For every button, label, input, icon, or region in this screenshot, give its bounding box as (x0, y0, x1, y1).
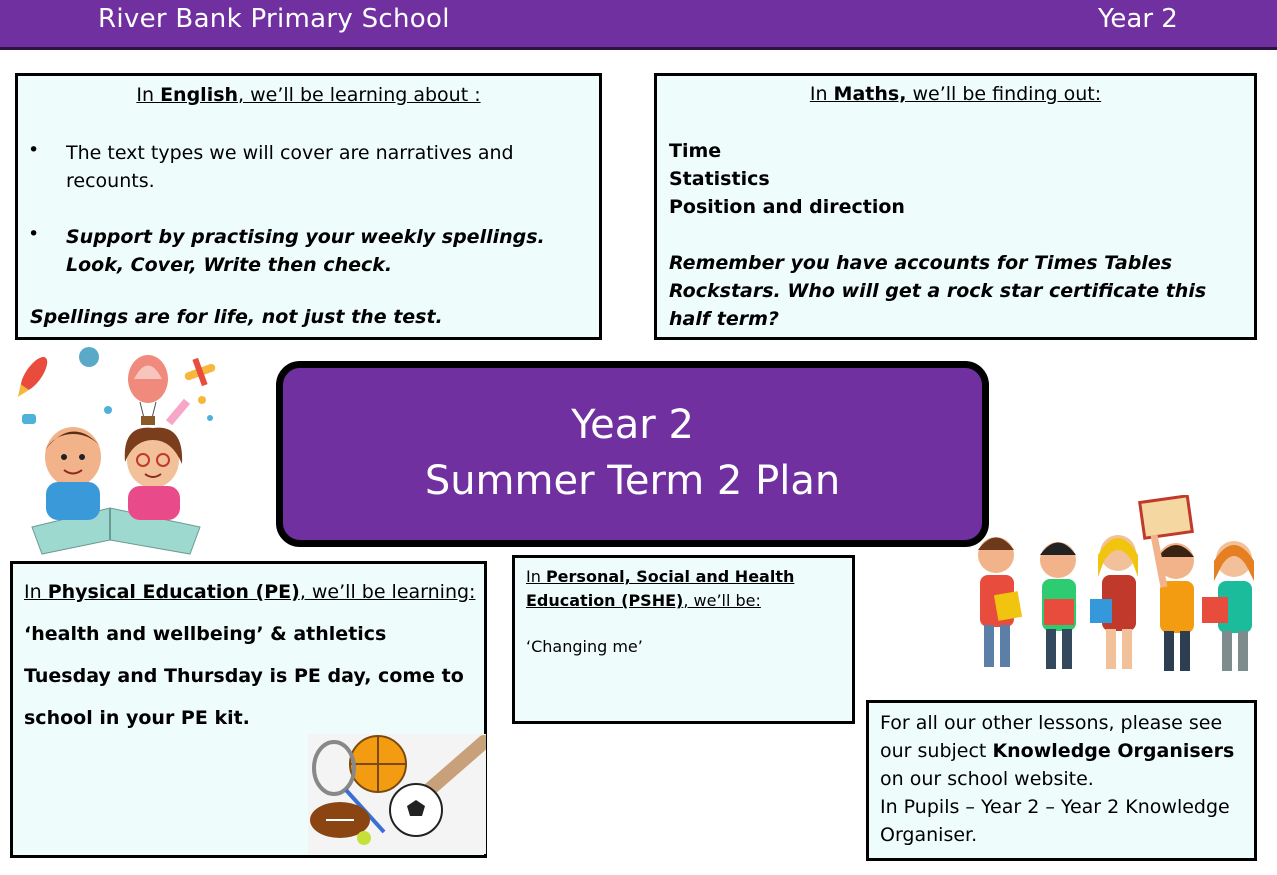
pe-line: school in your PE kit. (24, 707, 250, 729)
children-holding-books-clipart (966, 495, 1266, 680)
maths-topic: Time (669, 140, 722, 162)
term-plan-banner (276, 361, 989, 547)
english-bullet-2: Support by practising your weekly spellings. Look, Cover, Write then check. (66, 226, 545, 276)
pe-heading: In Physical Education (PE), we’ll be learning: (24, 581, 476, 603)
reading-children-clipart (10, 342, 225, 560)
maths-topic: Statistics (669, 168, 770, 190)
other-lessons-text: For all our other lessons, please see our subject Knowledge Organisers on our school website. In Pupils – Year 2 – Year 2 Knowledge Organiser. (880, 712, 1235, 846)
english-heading: In English, we’ll be learning about : (136, 84, 481, 106)
maths-panel (654, 73, 1257, 340)
year-label: Year 2 (1098, 4, 1178, 34)
other-lessons-panel (866, 700, 1257, 861)
english-footer: Spellings are for life, not just the test. (30, 306, 443, 328)
pe-panel (10, 561, 487, 858)
maths-topic: Position and direction (669, 196, 905, 218)
maths-topics (669, 137, 905, 221)
pshe-panel (512, 555, 855, 724)
english-bullet-1: The text types we will cover are narratives and recounts. (66, 142, 514, 192)
school-name: River Bank Primary School (98, 4, 450, 34)
banner-title: Summer Term 2 Plan (424, 458, 841, 504)
banner-year: Year 2 (571, 402, 694, 448)
maths-note: Remember you have accounts for Times Tables Rockstars. Who will get a rock star certificate this half term? (669, 252, 1207, 330)
header-bar (0, 0, 1277, 50)
bullet-icon: • (28, 223, 40, 245)
bullet-icon: • (28, 139, 40, 161)
maths-heading: In Maths, we’ll be finding out: (809, 83, 1102, 105)
sports-balls-clipart (308, 734, 486, 854)
pshe-heading: In Personal, Social and Health Education (PSHE), we’ll be: (526, 567, 795, 610)
pe-line: ‘health and wellbeing’ & athletics (24, 623, 387, 645)
english-panel (15, 73, 602, 340)
pshe-topic: ‘Changing me’ (526, 637, 643, 656)
pe-line: Tuesday and Thursday is PE day, come to (24, 665, 464, 687)
